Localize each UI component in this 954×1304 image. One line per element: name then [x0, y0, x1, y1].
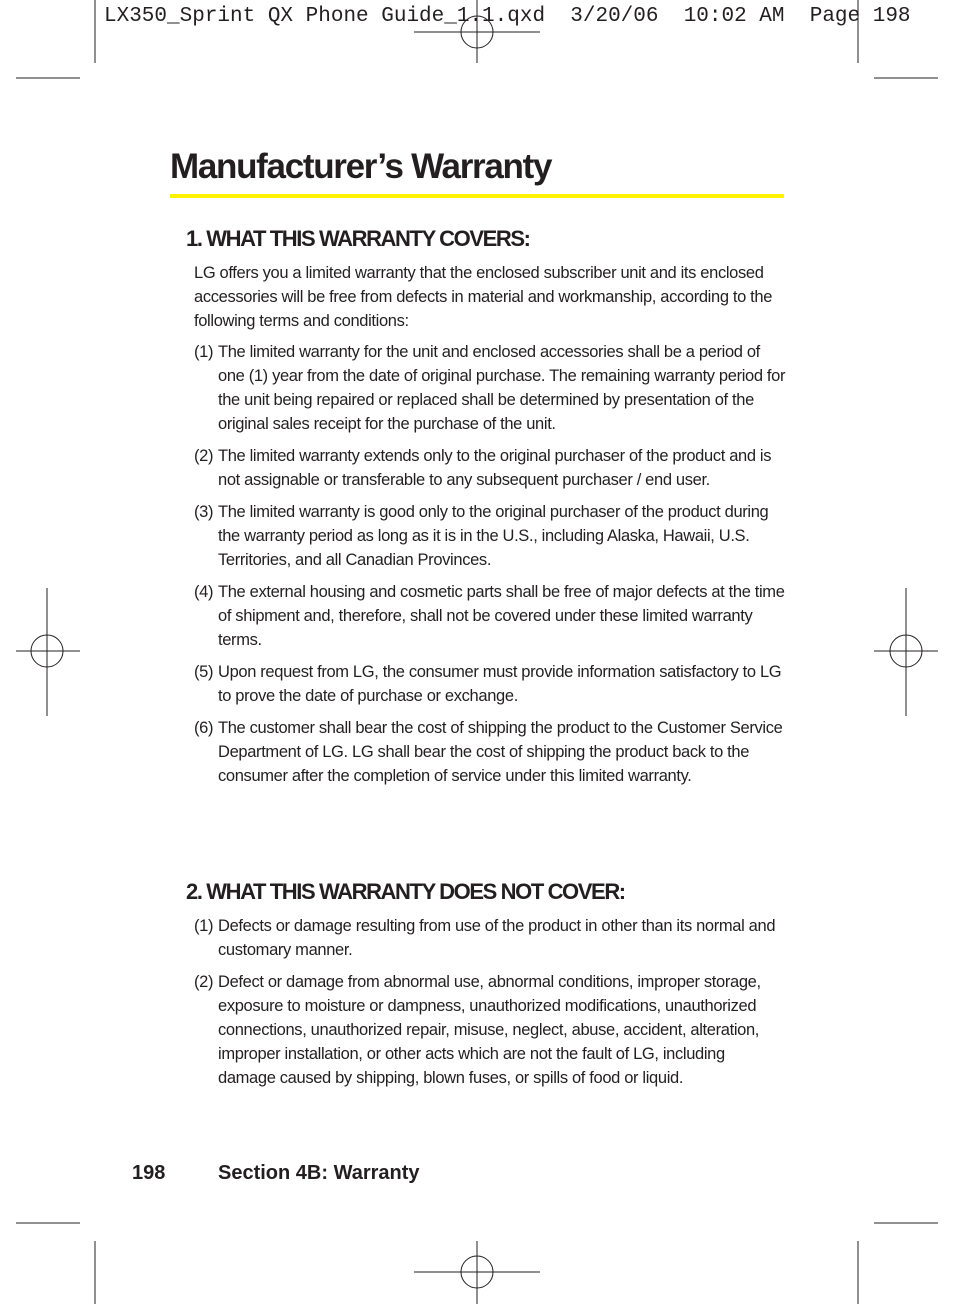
list-item-number: (1) [194, 343, 214, 361]
section-heading-covers: 1. WHAT THIS WARRANTY COVERS: [186, 226, 530, 251]
list-item-number: (2) [194, 447, 214, 465]
not-covered-terms-list [194, 914, 786, 1098]
list-item-number: (1) [194, 917, 214, 935]
covered-terms-list [194, 340, 786, 796]
list-item-text: Upon request from LG, the consumer must provide information satisfactory to LG to prove the date of purchase or exchange. [218, 663, 782, 705]
list-item [194, 970, 786, 1090]
running-footer-section: Section 4B: Warranty [218, 1162, 420, 1184]
title-underline-rule [170, 194, 784, 198]
list-item-text: The limited warranty is good only to the original purchaser of the product during the warranty period as long as it is in the U.S., including Alaska, Hawaii, U.S. Territories, and all Canadian Provinces. [218, 503, 769, 569]
list-item [194, 340, 786, 436]
list-item [194, 914, 786, 962]
list-item-text: The limited warranty for the unit and enclosed accessories shall be a period of one (1) year from the date of original purchase. The remaining warranty period for the unit being repaired or replaced shall be determined by presentation of the original sales receipt for the purchase of the unit. [218, 343, 786, 433]
list-item-number: (6) [194, 719, 214, 737]
list-item [194, 716, 786, 788]
list-item-number: (2) [194, 973, 214, 991]
section-heading-not-covered: 2. WHAT THIS WARRANTY DOES NOT COVER: [186, 879, 625, 904]
list-item-number: (3) [194, 503, 214, 521]
list-item-text: Defects or damage resulting from use of the product in other than its normal and customary manner. [218, 917, 776, 959]
list-item-number: (5) [194, 663, 214, 681]
list-item-number: (4) [194, 583, 214, 601]
list-item-text: The external housing and cosmetic parts shall be free of major defects at the time of shipment and, therefore, shall not be covered under these limited warranty terms. [218, 583, 785, 649]
list-item [194, 580, 786, 652]
list-item-text: The limited warranty extends only to the original purchaser of the product and is not assignable or transferable to any subsequent purchaser / end user. [218, 447, 772, 489]
list-item-text: Defect or damage from abnormal use, abnormal conditions, improper storage, exposure to moisture or dampness, unauthorized modifications, unauthorized connections, unauthorized repair, misuse, neglect, abuse, accident, alteration, improper installation, or other acts which are not the fault of LG, including damage caused by shipping, blown fuses, or spills of food or liquid. [218, 973, 761, 1087]
list-item [194, 444, 786, 492]
list-item [194, 660, 786, 708]
section-intro-paragraph: LG offers you a limited warranty that the enclosed subscriber unit and its enclosed accessories will be free from defects in material and workmanship, according to the following terms and conditions: [194, 264, 773, 330]
list-item [194, 500, 786, 572]
page-number: 198 [132, 1162, 166, 1184]
list-item-text: The customer shall bear the cost of shipping the product to the Customer Service Department of LG. LG shall bear the cost of shipping the product back to the consumer after the completion of service under this limited warranty. [218, 719, 783, 785]
print-slug-line: LX350_Sprint QX Phone Guide_1.1.qxd 3/20/06 10:02 AM Page 198 [104, 5, 911, 28]
page-title: Manufacturer’s Warranty [170, 147, 552, 186]
